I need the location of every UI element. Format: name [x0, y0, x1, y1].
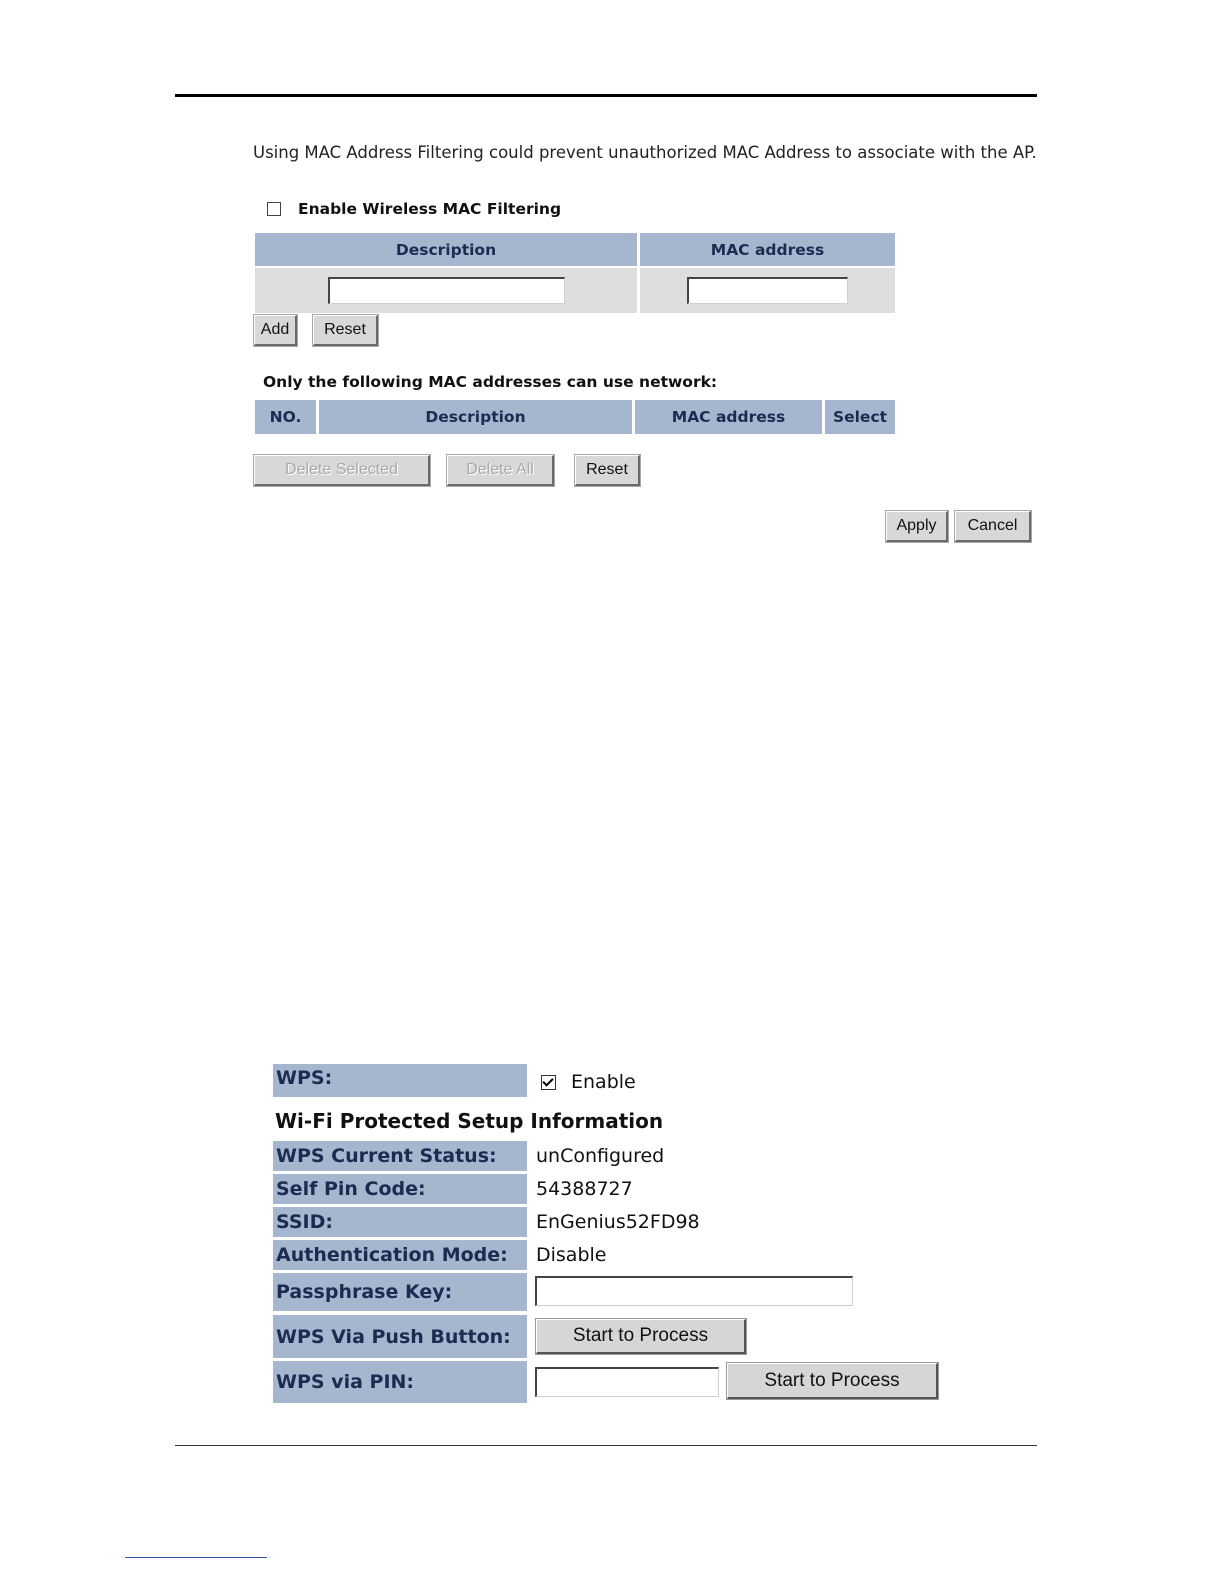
wps-enable-checkbox[interactable]: [541, 1075, 556, 1090]
list-header-no: NO.: [255, 400, 316, 434]
description-input[interactable]: [328, 277, 565, 304]
enable-mac-filtering-row[interactable]: [267, 200, 561, 218]
entry-cell-mac-address: [640, 268, 895, 313]
list-header-mac-address: MAC address: [635, 400, 822, 434]
cancel-button[interactable]: Cancel: [955, 511, 1031, 542]
wps-enable-row[interactable]: [541, 1071, 636, 1093]
list-header-description: Description: [319, 400, 632, 434]
add-button[interactable]: Add: [254, 315, 297, 346]
wps-enable-label: Enable: [571, 1071, 636, 1093]
apply-button[interactable]: Apply: [886, 511, 948, 542]
ssid-value: EnGenius52FD98: [536, 1211, 700, 1233]
delete-selected-button[interactable]: Delete Selected: [254, 455, 430, 486]
passphrase-key-label: Passphrase Key:: [273, 1273, 527, 1311]
ssid-label: SSID:: [273, 1207, 527, 1237]
reset-entry-button[interactable]: Reset: [313, 315, 378, 346]
wps-pin-input[interactable]: [535, 1367, 719, 1397]
wps-pin-start-button[interactable]: Start to Process: [727, 1363, 938, 1399]
wps-push-button-label: WPS Via Push Button:: [273, 1315, 527, 1358]
allowed-mac-list-heading: Only the following MAC addresses can use network:: [263, 373, 718, 391]
authentication-mode-label: Authentication Mode:: [273, 1240, 527, 1270]
wps-info-heading: Wi-Fi Protected Setup Information: [275, 1109, 664, 1133]
wps-label: WPS:: [273, 1064, 527, 1097]
wps-current-status-label: WPS Current Status:: [273, 1141, 527, 1171]
enable-mac-filtering-label: Enable Wireless MAC Filtering: [298, 200, 562, 218]
authentication-mode-value: Disable: [536, 1244, 607, 1266]
wps-via-pin-label: WPS via PIN:: [273, 1361, 527, 1403]
reset-list-button[interactable]: Reset: [575, 455, 640, 486]
mac-address-input[interactable]: [687, 277, 848, 304]
mac-filter-intro-text: Using MAC Address Filtering could prevent unauthorized MAC Address to associate with the AP.: [253, 143, 1037, 162]
delete-all-button[interactable]: Delete All: [447, 455, 554, 486]
passphrase-key-input[interactable]: [535, 1276, 853, 1306]
page-top-rule: [175, 94, 1037, 97]
self-pin-code-value: 54388727: [536, 1178, 633, 1200]
self-pin-code-label: Self Pin Code:: [273, 1174, 527, 1204]
entry-cell-description: [255, 268, 637, 313]
entry-header-mac-address: MAC address: [640, 233, 895, 266]
list-header-select: Select: [825, 400, 895, 434]
wps-push-button-start-button[interactable]: Start to Process: [536, 1319, 746, 1354]
page-bottom-rule: [175, 1445, 1037, 1446]
entry-header-description: Description: [255, 233, 637, 266]
wps-current-status-value: unConfigured: [536, 1145, 665, 1167]
enable-mac-filtering-checkbox[interactable]: [267, 202, 281, 216]
footer-underline: [125, 1557, 267, 1558]
